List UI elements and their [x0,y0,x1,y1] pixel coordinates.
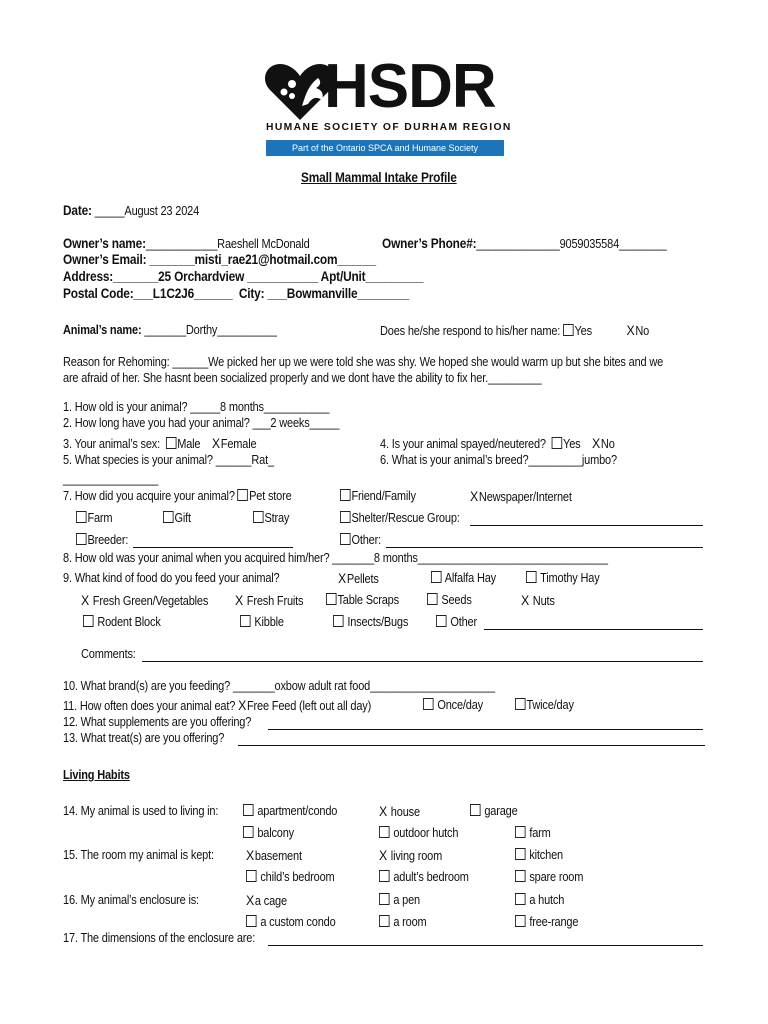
postal-row [63,287,409,301]
question-3-label: 3. Your animal’s sex: [63,437,161,451]
address-field[interactable]: _______25 Orchardview ___________ Apt/Unit_________ [113,269,424,284]
twice-day-checkbox[interactable] [515,698,526,710]
pellets-label: Pellets [346,572,379,586]
adults-bedroom-label: adult’s bedroom [393,870,469,884]
gift-option[interactable] [163,511,191,525]
farm-option[interactable] [76,511,112,525]
table-scraps-label: Table Scraps [337,593,399,607]
spayed-yes-label: Yes [563,437,581,451]
animal-name-row [63,323,277,337]
seeds-option[interactable] [427,593,472,607]
greens-check-mark[interactable]: X [81,592,90,608]
balcony-label: balcony [257,826,295,840]
table-scraps-option[interactable] [326,593,399,607]
hutch-checkbox[interactable] [515,893,526,905]
owner-name-label: Owner’s name: [63,236,146,251]
newspaper-label: Newspaper/Internet [478,490,572,504]
other-acquire-field[interactable] [386,547,703,548]
question-12-label: 12. What supplements are you offering? [63,715,252,729]
pen-option[interactable] [379,893,420,907]
garage-checkbox[interactable] [470,804,481,816]
kibble-label: Kibble [254,615,284,629]
respond-yes-label: Yes [574,324,592,338]
question-4 [380,436,615,451]
insects-checkbox[interactable] [333,615,344,627]
respond-yes-checkbox[interactable] [563,324,574,336]
twice-day-label: Twice/day [526,698,574,712]
rehoming-reason-line1[interactable]: Reason for Rehoming: ______We picked her up we were told she was shy. We hoped she would warm up but she bites and we [63,355,664,369]
breeder-option[interactable] [76,533,128,547]
address-label: Address: [63,269,114,284]
farm-living-option[interactable] [515,826,551,840]
question-6-continued[interactable]: ________________ [63,472,159,486]
greens-label: Fresh Green/Vegetables [92,594,209,608]
shelter-label: Shelter/Rescue Group: [351,511,460,525]
pen-checkbox[interactable] [379,893,390,905]
outdoor-hutch-checkbox[interactable] [379,826,390,838]
cage-label: a cage [254,894,287,908]
outdoor-hutch-option[interactable] [379,826,458,840]
once-day-label: Once/day [437,698,484,712]
twice-day-option[interactable] [515,698,574,712]
treats-field[interactable] [238,745,705,746]
supplements-field[interactable] [268,729,703,730]
form-title: Small Mammal Intake Profile [301,170,457,185]
question-11-label: 11. How often does your animal eat? [63,699,236,713]
kitchen-option[interactable] [515,848,563,862]
other-food-checkbox[interactable] [436,615,447,627]
garage-option[interactable] [470,804,518,818]
pet-store-checkbox[interactable] [238,489,249,501]
nuts-check-mark[interactable]: X [521,592,530,608]
spayed-no-check-mark[interactable]: X [591,435,601,451]
other-food-option[interactable] [436,615,477,629]
apartment-option[interactable] [243,804,337,818]
animal-name-field[interactable]: _______Dorthy__________ [141,323,277,337]
question-8[interactable]: 8. How old was your animal when you acquired him/her? _______8 months________________________________ [63,551,608,565]
question-6[interactable]: 6. What is your animal’s breed?_________jumbo? [380,453,617,467]
question-9-label: 9. What kind of food do you feed your animal? [63,571,280,585]
shelter-checkbox[interactable] [340,511,351,523]
question-2[interactable]: 2. How long have you had your animal? ___2 weeks_____ [63,416,340,430]
living-habits-heading: Living Habits [63,768,130,782]
alfalfa-option[interactable] [431,571,496,585]
owner-phone-field[interactable]: ______________9059035584________ [476,237,667,251]
pet-store-label: Pet store [249,489,292,503]
hutch-label: a hutch [529,893,565,907]
alfalfa-checkbox[interactable] [431,571,442,583]
balcony-checkbox[interactable] [243,826,254,838]
date-row [63,204,199,218]
rodent-block-option[interactable] [83,615,161,629]
fruits-option[interactable] [235,593,303,608]
cage-check-mark[interactable]: X [246,892,255,908]
stray-option[interactable] [253,511,289,525]
respond-question: Does he/she respond to his/her name: [380,324,561,338]
farm-living-checkbox[interactable] [515,826,526,838]
logo-tagline: Part of the Ontario SPCA and Humane Society [266,140,504,156]
friend-family-checkbox[interactable] [340,489,351,501]
shelter-field[interactable] [470,525,703,526]
other-acquire-option[interactable] [340,533,381,547]
pellets-option[interactable] [338,571,379,586]
timothy-option[interactable] [526,571,600,585]
free-feed-label: Free Feed (left out all day) [247,699,372,713]
spayed-no-label: No [600,437,615,451]
other-acquire-label: Other: [351,533,381,547]
stray-label: Stray [264,511,290,525]
question-13-label: 13. What treat(s) are you offering? [63,731,225,745]
question-5[interactable]: 5. What species is your animal? ______Rat_ [63,453,274,467]
question-4-label: 4. Is your animal spayed/neutered? [380,437,546,451]
female-check-mark[interactable]: X [211,435,220,451]
cage-option[interactable] [246,893,287,908]
living-room-label: living room [390,849,443,863]
animal-name-label: Animal’s name: [63,323,142,337]
other-acquire-checkbox[interactable] [340,533,351,545]
dimensions-field[interactable] [268,945,703,946]
stray-checkbox[interactable] [253,511,264,523]
breeder-field[interactable] [133,547,293,548]
spayed-yes-checkbox[interactable] [552,437,563,449]
male-checkbox[interactable] [166,437,177,449]
gift-label: Gift [174,511,191,525]
spare-room-option[interactable] [515,870,583,884]
insects-option[interactable] [333,615,408,629]
farm-checkbox[interactable] [76,511,87,523]
question-10[interactable]: 10. What brand(s) are you feeding? _______oxbow adult rat food_____________________ [63,679,495,693]
timothy-label: Timothy Hay [540,571,600,585]
kibble-option[interactable] [240,615,284,629]
date-field[interactable]: _____August 23 2024 [91,204,200,218]
owner-phone-label: Owner’s Phone#: [382,236,477,251]
kitchen-label: kitchen [529,848,563,862]
alfalfa-label: Alfalfa Hay [444,571,496,585]
seeds-checkbox[interactable] [427,593,438,605]
free-feed-check-mark[interactable]: X [238,697,247,713]
rodent-block-label: Rodent Block [97,615,161,629]
room-label: a room [393,915,427,929]
question-11 [63,698,371,713]
house-check-mark[interactable]: X [379,803,388,819]
adults-bedroom-checkbox[interactable] [379,870,390,882]
question-14-label: 14. My animal is used to living in: [63,804,219,818]
date-label: Date: [63,203,92,218]
custom-condo-label: a custom condo [260,915,336,929]
comments-field[interactable] [142,661,703,662]
female-label: Female [220,437,257,451]
owner-email-label: Owner’s Email: [63,252,147,267]
logo-wordmark: HSDR [324,52,496,121]
timothy-checkbox[interactable] [526,571,537,583]
insects-label: Insects/Bugs [347,615,409,629]
spare-room-checkbox[interactable] [515,870,526,882]
breeder-label: Breeder: [87,533,129,547]
respond-no-check-mark[interactable]: X [626,322,635,338]
address-row [63,270,423,284]
greens-option[interactable] [81,593,208,608]
respond-no-label: No [635,324,650,338]
male-label: Male [177,437,201,451]
once-day-option[interactable] [423,698,483,712]
hutch-option[interactable] [515,893,564,907]
breeder-checkbox[interactable] [76,533,87,545]
newspaper-internet-option[interactable] [470,489,572,504]
rehoming-reason-line2[interactable]: are afraid of her. She hasnt been socialized properly and we dont have the ability to fix her._________ [63,371,542,385]
question-16-label: 16. My animal’s enclosure is: [63,893,199,907]
adults-bedroom-option[interactable] [379,870,469,884]
kibble-checkbox[interactable] [240,615,251,627]
question-15-label: 15. The room my animal is kept: [63,848,214,862]
room-checkbox[interactable] [379,915,390,927]
table-scraps-checkbox[interactable] [326,593,337,605]
newspaper-check-mark[interactable]: X [470,488,479,504]
farm-living-label: farm [529,826,551,840]
childs-bedroom-label: child’s bedroom [260,870,335,884]
balcony-option[interactable] [243,826,294,840]
question-7-label: 7. How did you acquire your animal? [63,489,235,503]
custom-condo-option[interactable] [246,915,336,929]
pellets-check-mark[interactable]: X [338,570,347,586]
owner-email-field[interactable]: _______misti_rae21@hotmail.com______ [146,252,376,267]
farm-label: Farm [87,511,113,525]
shelter-option[interactable] [340,511,460,525]
room-option[interactable] [379,915,427,929]
basement-option[interactable] [246,848,302,863]
living-room-check-mark[interactable]: X [379,847,388,863]
free-range-checkbox[interactable] [515,915,526,927]
owner-phone-row [382,237,667,251]
apartment-checkbox[interactable] [243,804,254,816]
gift-checkbox[interactable] [163,511,174,523]
basement-check-mark[interactable]: X [246,847,255,863]
kitchen-checkbox[interactable] [515,848,526,860]
friend-family-label: Friend/Family [351,489,416,503]
fruits-check-mark[interactable]: X [235,592,244,608]
logo-subtitle: HUMANE SOCIETY OF DURHAM REGION [266,122,512,133]
once-day-checkbox[interactable] [423,698,434,710]
childs-bedroom-option[interactable] [246,870,335,884]
question-1[interactable]: 1. How old is your animal? _____8 months___________ [63,400,330,414]
apartment-label: apartment/condo [257,804,338,818]
outdoor-hutch-label: outdoor hutch [393,826,459,840]
nuts-option[interactable] [521,593,555,608]
house-option[interactable] [379,804,420,819]
question-7 [63,489,292,503]
other-food-label: Other [450,615,477,629]
comments-label: Comments: [81,647,136,661]
pen-label: a pen [393,893,420,907]
postal-field[interactable]: ___L1C2J6______ City: ___Bowmanville________ [133,286,409,301]
postal-label: Postal Code: [63,286,134,301]
fruits-label: Fresh Fruits [246,594,304,608]
free-range-label: free-range [529,915,579,929]
nuts-label: Nuts [532,594,555,608]
house-label: house [390,805,420,819]
owner-name-field[interactable]: ____________Raeshell McDonald [145,237,310,251]
question-3 [63,436,256,451]
owner-email-row [63,253,376,267]
custom-condo-checkbox[interactable] [246,915,257,927]
childs-bedroom-checkbox[interactable] [246,870,257,882]
free-range-option[interactable] [515,915,578,929]
seeds-label: Seeds [441,593,472,607]
respond-row [380,323,649,338]
friend-family-option[interactable] [340,489,416,503]
living-room-option[interactable] [379,848,442,863]
other-food-field[interactable] [484,629,703,630]
garage-label: garage [484,804,518,818]
owner-name-row [63,237,310,251]
basement-label: basement [254,849,302,863]
hsdr-logo [244,50,524,170]
spare-room-label: spare room [529,870,584,884]
question-17-label: 17. The dimensions of the enclosure are: [63,931,256,945]
rodent-block-checkbox[interactable] [83,615,94,627]
